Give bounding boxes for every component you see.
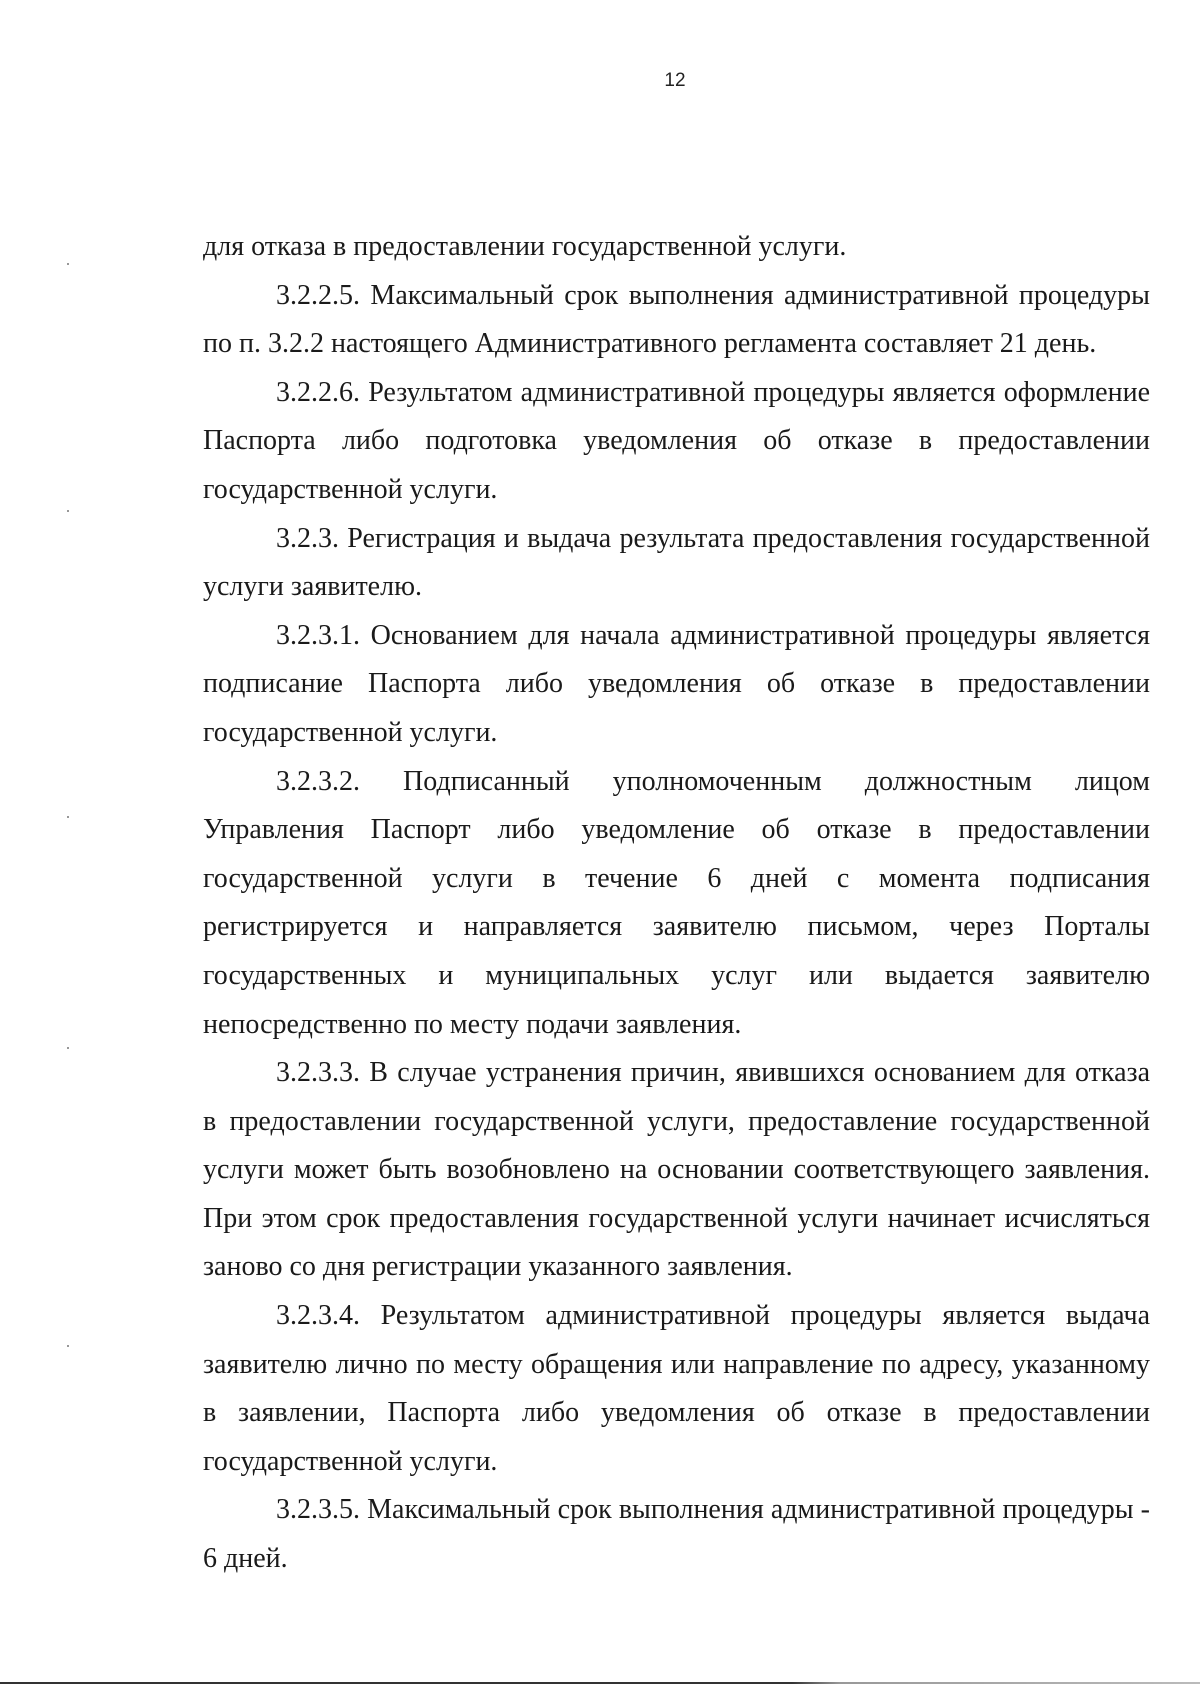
paragraph-3-2-3-2: 3.2.3.2. Подписанный уполномоченным должностным лицом Управления Паспорт либо уведомление об отказе в предоставлении государственной услуги в течение 6 дней с момента подписания регистрируется и направляется заявителю письмом, через Порталы государственных и муниципальных услуг или выдается заявителю непосредственно по месту подачи заявления. — [203, 765, 1150, 1040]
document-body — [203, 223, 1150, 1584]
paragraph-3-2-2-6: 3.2.2.6. Результатом административной процедуры является оформление Паспорта либо подготовка уведомления об отказе в предоставлении государственной услуги. — [203, 376, 1150, 505]
paragraph-3-2-2-5: 3.2.2.5. Максимальный срок выполнения административной процедуры по п. 3.2.2 настоящего Административного регламента составляет 21 день. — [203, 279, 1150, 360]
paragraph-3-2-3-1: 3.2.3.1. Основанием для начала административной процедуры является подписание Паспорта либо уведомления об отказе в предоставлении государственной услуги. — [203, 619, 1150, 748]
scan-speck — [67, 263, 69, 265]
scan-speck — [67, 1345, 69, 1347]
scan-speck — [67, 816, 69, 818]
scan-speck — [67, 510, 69, 512]
scan-bottom-edge — [0, 1682, 1200, 1684]
page-number: 12 — [664, 70, 686, 91]
paragraph-3-2-3: 3.2.3. Регистрация и выдача результата предоставления государственной услуги заявителю. — [203, 522, 1150, 603]
paragraph-continuation: для отказа в предоставлении государственной услуги. — [203, 231, 847, 262]
paragraph-3-2-3-4: 3.2.3.4. Результатом административной процедуры является выдача заявителю лично по месту обращения или направление по адресу, указанному в заявлении, Паспорта либо уведомления об отказе в предоставлении государственной услуги. — [203, 1300, 1150, 1477]
paragraph-3-2-3-3: 3.2.3.3. В случае устранения причин, явившихся основанием для отказа в предоставлении государственной услуги, предоставление государственной услуги может быть возобновлено на основании соответствующего заявления. При этом срок предоставления государственной услуги начинает исчисляться заново со дня регистрации указанного заявления. — [203, 1057, 1150, 1283]
paragraph-3-2-3-5: 3.2.3.5. Максимальный срок выполнения административной процедуры - 6 дней. — [203, 1494, 1150, 1575]
scan-speck — [67, 1047, 69, 1049]
